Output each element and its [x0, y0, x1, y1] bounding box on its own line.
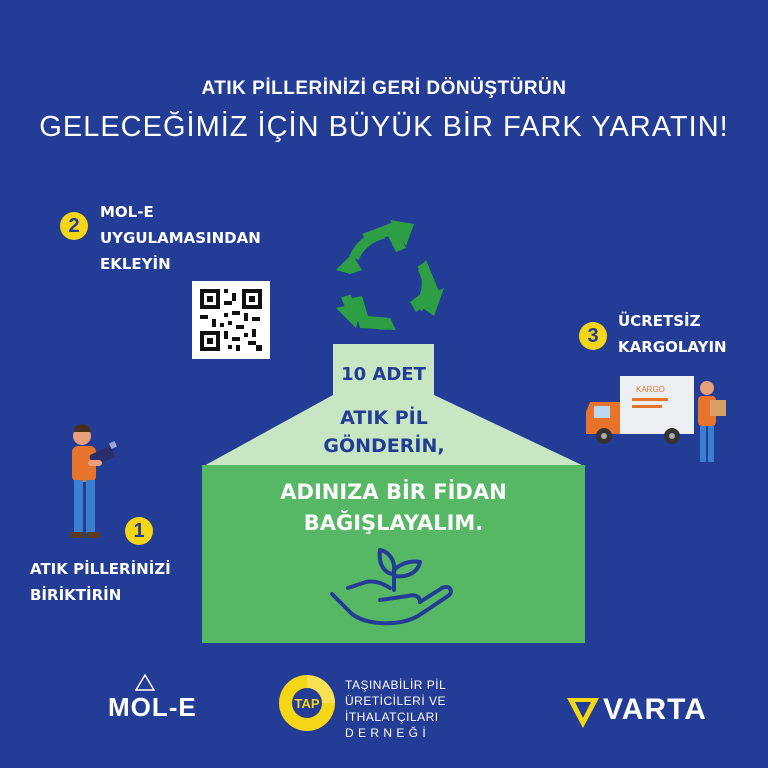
tap-line: D E R N E Ğ İ: [345, 726, 427, 740]
step-3-line: ÜCRETSİZ: [618, 312, 701, 330]
delivery-truck-icon: [584, 372, 734, 468]
step-1-line: BİRİKTİRİN: [30, 586, 122, 604]
varta-logo: VARTA: [603, 693, 707, 726]
step-3-badge: 3: [579, 322, 607, 350]
step-1-badge: 1: [125, 517, 153, 545]
person-holding-battery-icon: [60, 420, 130, 548]
center-donate-line: ADINIZA BİR FİDAN: [280, 480, 507, 504]
hand-plant-icon: [328, 540, 460, 640]
recycle-icon: [322, 212, 452, 342]
tap-line: İTHALATÇILARI: [345, 710, 439, 724]
step-2-line: MOL-E: [100, 203, 154, 221]
center-donate-line: BAĞIŞLAYALIM.: [303, 511, 484, 535]
header-title-line1: ATIK PİLLERİNİZİ GERİ DÖNÜŞTÜRÜN: [201, 78, 567, 99]
varta-logo-icon: [565, 694, 601, 730]
tap-line: TAŞINABİLİR PİL: [345, 678, 447, 692]
tap-line: ÜRETİCİLERİ VE: [345, 694, 447, 708]
header-title-line2: GELECEĞİMİZ İÇİN BÜYÜK BİR FARK YARATIN!: [39, 111, 729, 143]
step-1-line: ATIK PİLLERİNİZİ: [30, 560, 171, 578]
center-donate-text: [202, 477, 585, 539]
tap-logo-icon: [276, 672, 338, 734]
step-3-text: [618, 308, 727, 360]
center-send-text: [252, 404, 516, 460]
tap-association-name: [345, 677, 446, 741]
step-1-text: [30, 556, 171, 608]
center-count: 10 ADET: [341, 364, 426, 385]
tap-badge-text: TAP: [294, 696, 320, 711]
center-send-line: GÖNDERİN,: [323, 435, 445, 457]
mole-logo: MOL-E: [108, 692, 197, 722]
step-2-line: UYGULAMASINDAN: [100, 229, 261, 247]
truck-label: KARGO: [636, 385, 665, 394]
center-send-line: ATIK PİL: [340, 407, 428, 429]
step-2-line: EKLEYİN: [100, 255, 171, 273]
mole-recycle-icon: [135, 674, 155, 692]
step-3-line: KARGOLAYIN: [618, 338, 727, 356]
qr-code-icon[interactable]: [192, 281, 270, 359]
step-2-text: [100, 199, 261, 277]
step-2-badge: 2: [60, 212, 88, 240]
